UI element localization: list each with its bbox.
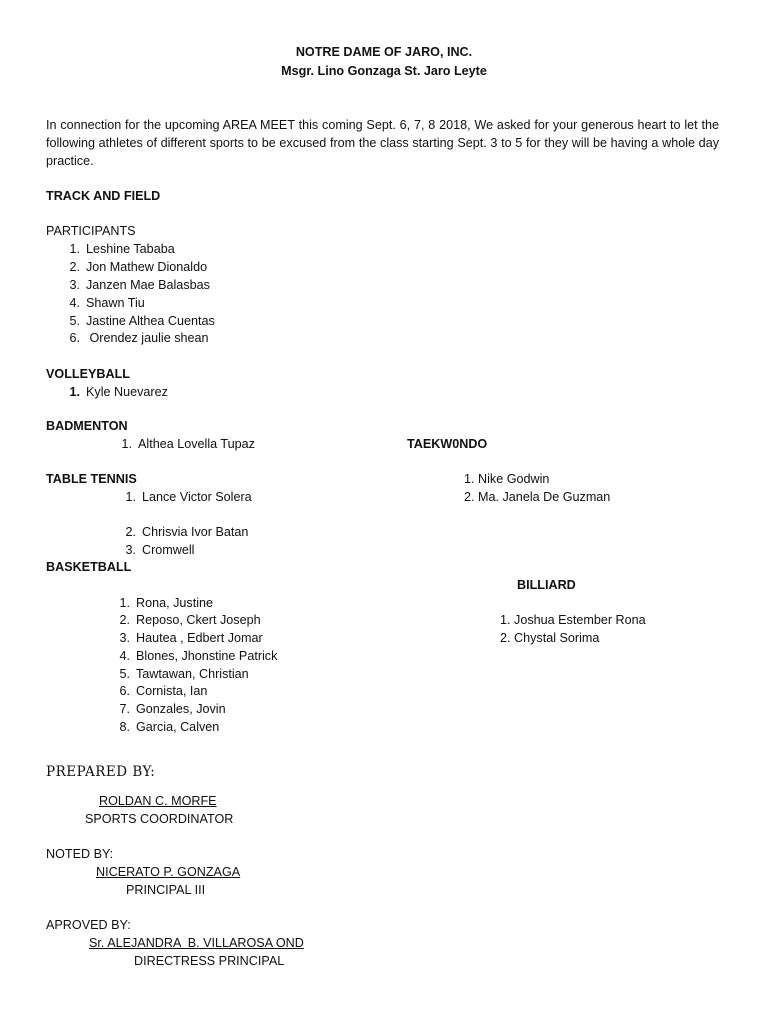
school-name: NOTRE DAME OF JARO, INC. bbox=[295, 45, 473, 59]
item-number: 1. bbox=[500, 613, 511, 627]
noted-by-label: NOTED BY: bbox=[46, 847, 114, 861]
approved-by-title: DIRECTRESS PRINCIPAL bbox=[134, 954, 285, 968]
prepared-by-label: PREPARED BY: bbox=[46, 764, 156, 780]
athlete-name: Leshine Tababa bbox=[86, 242, 175, 256]
item-number: 2. bbox=[119, 613, 130, 627]
list-item bbox=[58, 295, 145, 311]
item-number: 5. bbox=[69, 314, 80, 328]
item-number: 8. bbox=[119, 720, 130, 734]
school-address: Msgr. Lino Gonzaga St. Jaro Leyte bbox=[281, 64, 487, 78]
item-number: 6. bbox=[69, 331, 80, 345]
list-item bbox=[108, 719, 219, 735]
item-number: 2. bbox=[125, 525, 136, 539]
item-number: 3. bbox=[69, 278, 80, 292]
athlete-name: Jon Mathew Dionaldo bbox=[86, 260, 208, 274]
item-number: 2. bbox=[69, 260, 80, 274]
basketball-heading: BASKETBALL bbox=[46, 560, 132, 574]
list-item bbox=[58, 313, 215, 329]
intro-paragraph: In connection for the upcoming AREA MEET this coming Sept. 6, 7, 8 2018, We asked for your generous heart to let the following athletes of different sports to be excused from the class starting Sept. 3 to 5 for they will be having a whole day practice. bbox=[46, 118, 719, 168]
list-item bbox=[464, 471, 549, 487]
athlete-name: Jastine Althea Cuentas bbox=[86, 314, 215, 328]
list-item bbox=[114, 524, 248, 540]
list-item bbox=[58, 277, 210, 293]
athlete-name: Chystal Sorima bbox=[514, 631, 600, 645]
athlete-name: Cromwell bbox=[142, 543, 195, 557]
list-item bbox=[114, 542, 194, 558]
athlete-name: Orendez jaulie shean bbox=[86, 331, 209, 345]
table-tennis-heading: TABLE TENNIS bbox=[46, 472, 137, 486]
item-number: 3. bbox=[125, 543, 136, 557]
athlete-name: Althea Lovella Tupaz bbox=[138, 437, 255, 451]
athlete-name: Shawn Tiu bbox=[86, 296, 145, 310]
athlete-name: Ma. Janela De Guzman bbox=[478, 490, 611, 504]
list-item bbox=[114, 489, 252, 505]
athlete-name: Chrisvia Ivor Batan bbox=[142, 525, 249, 539]
athlete-name: Rona, Justine bbox=[136, 596, 214, 610]
list-item bbox=[500, 630, 599, 646]
list-item bbox=[108, 595, 213, 611]
item-number: 1. bbox=[69, 242, 80, 256]
list-item bbox=[500, 612, 646, 628]
list-item bbox=[464, 489, 610, 505]
list-item bbox=[108, 630, 263, 646]
item-number: 2. bbox=[500, 631, 511, 645]
list-item bbox=[58, 259, 207, 275]
athlete-name: Gonzales, Jovin bbox=[136, 702, 226, 716]
item-number: 6. bbox=[119, 684, 130, 698]
athlete-name: Kyle Nuevarez bbox=[86, 385, 168, 399]
athlete-name: Lance Victor Solera bbox=[142, 490, 252, 504]
list-item bbox=[58, 384, 168, 400]
taekwondo-heading: TAEKW0NDO bbox=[407, 437, 488, 451]
list-item bbox=[58, 330, 209, 346]
item-number: 4. bbox=[69, 296, 80, 310]
billiard-heading: BILLIARD bbox=[517, 578, 576, 592]
prepared-by-name: ROLDAN C. MORFE bbox=[99, 794, 217, 808]
athlete-name: Cornista, Ian bbox=[136, 684, 208, 698]
item-number: 1. bbox=[464, 472, 475, 486]
list-item bbox=[58, 241, 175, 257]
approved-by-name: Sr. ALEJANDRA B. VILLAROSA OND bbox=[89, 936, 304, 950]
item-number: 1. bbox=[125, 490, 136, 504]
list-item bbox=[108, 612, 261, 628]
item-number: 7. bbox=[119, 702, 130, 716]
item-number: 1. bbox=[69, 385, 80, 399]
athlete-name: Blones, Jhonstine Patrick bbox=[136, 649, 278, 663]
prepared-by-title: SPORTS COORDINATOR bbox=[85, 812, 234, 826]
participants-label: PARTICIPANTS bbox=[46, 224, 136, 238]
athlete-name: Joshua Estember Rona bbox=[514, 613, 646, 627]
list-item bbox=[110, 436, 255, 452]
item-number: 2. bbox=[464, 490, 475, 504]
list-item bbox=[108, 648, 277, 664]
list-item bbox=[108, 666, 249, 682]
list-item bbox=[108, 701, 226, 717]
athlete-name: Janzen Mae Balasbas bbox=[86, 278, 210, 292]
approved-by-label: APROVED BY: bbox=[46, 918, 131, 932]
badminton-heading: BADMENTON bbox=[46, 419, 128, 433]
list-item bbox=[108, 683, 207, 699]
athlete-name: Nike Godwin bbox=[478, 472, 550, 486]
athlete-name: Hautea , Edbert Jomar bbox=[136, 631, 263, 645]
noted-by-name: NICERATO P. GONZAGA bbox=[96, 865, 241, 879]
athlete-name: Tawtawan, Christian bbox=[136, 667, 249, 681]
athlete-name: Reposo, Ckert Joseph bbox=[136, 613, 261, 627]
item-number: 3. bbox=[119, 631, 130, 645]
athlete-name: Garcia, Calven bbox=[136, 720, 220, 734]
volleyball-heading: VOLLEYBALL bbox=[46, 367, 130, 381]
item-number: 5. bbox=[119, 667, 130, 681]
item-number: 1. bbox=[119, 596, 130, 610]
item-number: 1. bbox=[121, 437, 132, 451]
noted-by-title: PRINCIPAL III bbox=[126, 883, 206, 897]
item-number: 4. bbox=[119, 649, 130, 663]
track-heading: TRACK AND FIELD bbox=[46, 189, 161, 203]
